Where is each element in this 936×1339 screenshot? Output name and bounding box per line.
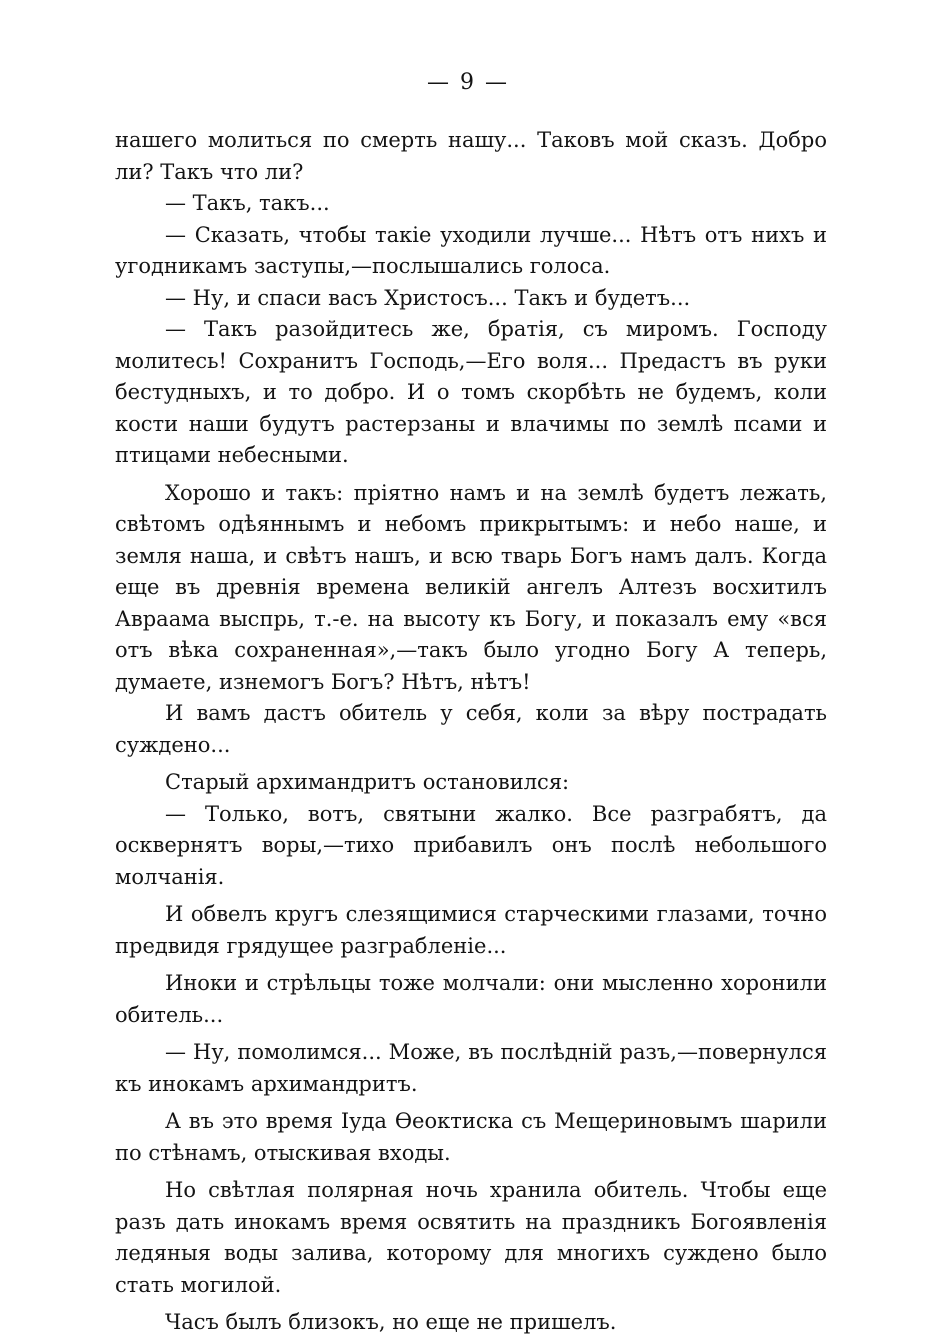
paragraph-12: — Ну, помолимся... Може, въ послѣдній разъ,—повернулся къ инокамъ архимандритъ. xyxy=(115,1040,827,1096)
paragraph-11: Иноки и стрѣльцы тоже молчали: они мысленно хоронили обитель... xyxy=(115,971,827,1027)
paragraph-15: Часъ былъ близокъ, но еще не пришелъ. xyxy=(165,1310,617,1334)
paragraph-1: нашего молиться по смерть нашу... Таковъ мой сказъ. Добро ли? Такъ что ли? xyxy=(115,128,827,184)
paragraph-7: И вамъ дастъ обитель у себя, коли за вѣру пострадать суждено... xyxy=(115,701,827,757)
paragraph-9: — Только, вотъ, святыни жалко. Все разграбятъ, да осквернятъ воры,—тихо прибавилъ онъ послѣ небольшого молчанія. xyxy=(115,801,827,889)
paragraph-8: Старый архимандритъ остановился: xyxy=(165,770,570,794)
page-number: — 9 — xyxy=(427,70,509,95)
paragraph-4: — Ну, и спаси васъ Христосъ... Такъ и будетъ... xyxy=(165,285,691,310)
paragraph-5: — Такъ разойдитесь же, братія, съ миромъ. Господу молитесь! Сохранитъ Господь,—Его воля... Предастъ въ руки бестудныхъ, и то добро. И о томъ скорбѣть не будемъ, коли кости наши будутъ растерзаны и влачимы по землѣ псами и птицами небесными. xyxy=(115,317,827,467)
body-text xyxy=(115,125,827,1339)
paragraph-13: А въ это время Іуда Ѳеоктиска съ Мещериновымъ шарили по стѣнамъ, отыскивая входы. xyxy=(115,1109,827,1165)
paragraph-6: Хорошо и такъ: пріятно намъ и на землѣ будетъ лежать, свѣтомъ одѣяннымъ и небомъ прикрытымъ: и небо наше, и земля наша, и свѣтъ нашъ, и всю тварь Богъ намъ далъ. Когда еще въ древнія времена великій ангелъ Алтезъ восхитилъ Авраама выспрь, т.-е. на высоту къ Богу, и показалъ ему «вся отъ вѣка сохраненная»,—такъ было угодно Богу А теперь, думаете, изнемогъ Богъ? Нѣтъ, нѣтъ! xyxy=(115,480,827,694)
paragraph-2: — Такъ, такъ... xyxy=(165,191,330,215)
paragraph-10: И обвелъ кругъ слезящимися старческими глазами, точно предвидя грядущее разграбленіе... xyxy=(115,902,827,958)
paragraph-3: — Сказать, чтобы такіе уходили лучше... Нѣтъ отъ нихъ и угодникамъ заступы,—послышались голоса. xyxy=(115,222,827,278)
paragraph-14: Но свѣтлая полярная ночь хранила обитель. Чтобы еще разъ дать инокамъ время освятить на праздникъ Богоявленія ледяныя воды залива, которому для многихъ суждено было стать могилой. xyxy=(115,1178,827,1297)
